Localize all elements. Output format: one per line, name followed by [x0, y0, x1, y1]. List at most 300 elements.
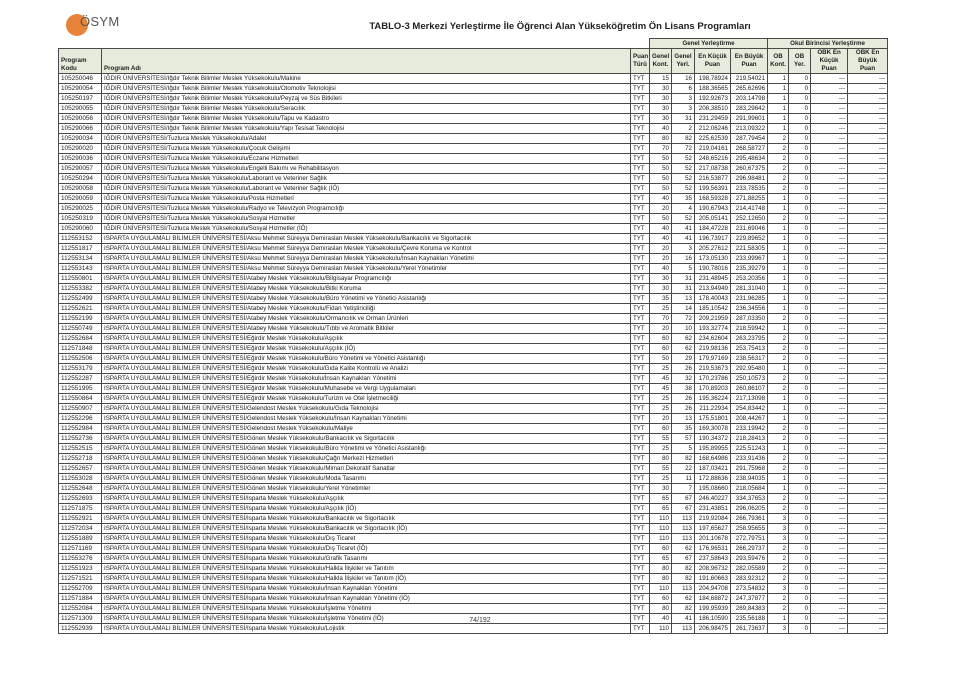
ob-quota: 2 [768, 344, 789, 354]
min-score: 199,95939 [695, 604, 731, 614]
obk-max-score: --- [848, 184, 888, 194]
general-placed: 32 [672, 374, 695, 384]
ob-placed: 0 [789, 214, 811, 224]
table-row [59, 254, 888, 264]
col-obk-en-buyuk: OBK En Büyük Puan [848, 49, 888, 74]
program-code: 112553382 [59, 284, 102, 294]
program-name: ISPARTA UYGULAMALI BİLİMLER ÜNİVERSİTESİ/Atabey Meslek Yüksekokulu/Ormancılık ve Orman Ürünleri [102, 314, 631, 324]
min-score: 190,78016 [695, 264, 731, 274]
ob-placed: 0 [789, 554, 811, 564]
ob-quota: 1 [768, 484, 789, 494]
program-name: IĞDIR ÜNİVERSİTESİ/Iğdır Teknik Bilimler Meslek Yüksekokulu/Seracılık [102, 104, 631, 114]
general-placed: 52 [672, 164, 695, 174]
min-score: 185,10542 [695, 304, 731, 314]
obk-max-score: --- [848, 204, 888, 214]
program-name: ISPARTA UYGULAMALI BİLİMLER ÜNİVERSİTESİ/Isparta Meslek Yüksekokulu/Halkla İlişkiler ve Tanıtım [102, 564, 631, 574]
general-quota: 50 [650, 164, 672, 174]
table-row [59, 464, 888, 474]
ob-placed: 0 [789, 584, 811, 594]
max-score: 229,89652 [731, 234, 768, 244]
program-name: ISPARTA UYGULAMALI BİLİMLER ÜNİVERSİTESİ/Isparta Meslek Yüksekokulu/İşletme Yönetimi [102, 604, 631, 614]
obk-max-score: --- [848, 554, 888, 564]
obk-min-score: --- [811, 254, 848, 264]
ob-placed: 0 [789, 534, 811, 544]
obk-max-score: --- [848, 574, 888, 584]
ob-quota: 2 [768, 134, 789, 144]
ob-quota: 1 [768, 444, 789, 454]
ob-quota: 2 [768, 454, 789, 464]
general-placed: 82 [672, 454, 695, 464]
score-type: TYT [631, 414, 650, 424]
program-code: 112571309 [59, 614, 102, 624]
ob-quota: 1 [768, 404, 789, 414]
min-score: 237,58643 [695, 554, 731, 564]
obk-max-score: --- [848, 594, 888, 604]
general-placed: 57 [672, 434, 695, 444]
general-placed: 13 [672, 294, 695, 304]
ob-placed: 0 [789, 244, 811, 254]
score-type: TYT [631, 334, 650, 344]
general-placed: 3 [672, 104, 695, 114]
score-type: TYT [631, 244, 650, 254]
max-score: 203,14798 [731, 94, 768, 104]
program-name: IĞDIR ÜNİVERSİTESİ/Iğdır Teknik Bilimler Meslek Yüksekokulu/Peyzaj ve Süs Bitkileri [102, 94, 631, 104]
program-name: ISPARTA UYGULAMALI BİLİMLER ÜNİVERSİTESİ/Isparta Meslek Yüksekokulu/Dış Ticaret (İÖ) [102, 544, 631, 554]
max-score: 266,79361 [731, 514, 768, 524]
ob-placed: 0 [789, 514, 811, 524]
obk-min-score: --- [811, 424, 848, 434]
table-row [59, 394, 888, 404]
table-row [59, 354, 888, 364]
max-score: 218,28413 [731, 434, 768, 444]
obk-max-score: --- [848, 104, 888, 114]
table-row [59, 244, 888, 254]
obk-max-score: --- [848, 544, 888, 554]
general-placed: 113 [672, 534, 695, 544]
obk-max-score: --- [848, 284, 888, 294]
general-placed: 2 [672, 124, 695, 134]
logo-text: ÖSYM [80, 14, 120, 29]
general-placed: 52 [672, 154, 695, 164]
table-row [59, 384, 888, 394]
col-ob-kont: OB Kont. [768, 49, 789, 74]
ob-placed: 0 [789, 294, 811, 304]
min-score: 168,64986 [695, 454, 731, 464]
general-placed: 113 [672, 524, 695, 534]
ob-quota: 1 [768, 414, 789, 424]
program-code: 112552296 [59, 414, 102, 424]
min-score: 172,88636 [695, 474, 731, 484]
table-row [59, 214, 888, 224]
obk-min-score: --- [811, 184, 848, 194]
general-quota: 30 [650, 94, 672, 104]
general-quota: 60 [650, 344, 672, 354]
score-type: TYT [631, 534, 650, 544]
ob-quota: 2 [768, 504, 789, 514]
obk-max-score: --- [848, 394, 888, 404]
table-row [59, 524, 888, 534]
obk-max-score: --- [848, 124, 888, 134]
ob-placed: 0 [789, 74, 811, 84]
min-score: 205,27612 [695, 244, 731, 254]
obk-max-score: --- [848, 624, 888, 634]
score-type: TYT [631, 294, 650, 304]
general-placed: 31 [672, 114, 695, 124]
program-code: 112553028 [59, 474, 102, 484]
general-placed: 35 [672, 194, 695, 204]
program-code: 112552648 [59, 484, 102, 494]
score-type: TYT [631, 304, 650, 314]
program-code: 105290036 [59, 154, 102, 164]
program-name: ISPARTA UYGULAMALI BİLİMLER ÜNİVERSİTESİ/Isparta Meslek Yüksekokulu/Bankacılık ve Sigortacılık (İÖ) [102, 524, 631, 534]
general-quota: 25 [650, 444, 672, 454]
general-placed: 14 [672, 304, 695, 314]
program-name: ISPARTA UYGULAMALI BİLİMLER ÜNİVERSİTESİ/Gelendost Meslek Yüksekokulu/İnsan Kaynakları Yönetimi [102, 414, 631, 424]
max-score: 292,95480 [731, 364, 768, 374]
program-code: 112552084 [59, 604, 102, 614]
score-type: TYT [631, 344, 650, 354]
min-score: 212,06246 [695, 124, 731, 134]
obk-max-score: --- [848, 414, 888, 424]
program-code: 112552506 [59, 354, 102, 364]
ob-placed: 0 [789, 424, 811, 434]
max-score: 271,88255 [731, 194, 768, 204]
general-quota: 20 [650, 324, 672, 334]
obk-max-score: --- [848, 194, 888, 204]
table-row [59, 344, 888, 354]
max-score: 235,56188 [731, 614, 768, 624]
program-code: 105290058 [59, 184, 102, 194]
ob-placed: 0 [789, 154, 811, 164]
max-score: 283,29642 [731, 104, 768, 114]
obk-min-score: --- [811, 394, 848, 404]
min-score: 231,48945 [695, 274, 731, 284]
table-row [59, 264, 888, 274]
program-name: ISPARTA UYGULAMALI BİLİMLER ÜNİVERSİTESİ/Isparta Meslek Yüksekokulu/Lojistik [102, 624, 631, 634]
general-placed: 31 [672, 284, 695, 294]
ob-placed: 0 [789, 434, 811, 444]
obk-min-score: --- [811, 494, 848, 504]
program-code: 112571875 [59, 504, 102, 514]
ob-quota: 2 [768, 434, 789, 444]
ob-placed: 0 [789, 444, 811, 454]
general-quota: 45 [650, 374, 672, 384]
general-placed: 82 [672, 574, 695, 584]
general-placed: 82 [672, 604, 695, 614]
general-placed: 38 [672, 384, 695, 394]
program-code: 112552709 [59, 584, 102, 594]
obk-max-score: --- [848, 74, 888, 84]
ob-quota: 2 [768, 334, 789, 344]
obk-min-score: --- [811, 404, 848, 414]
score-type: TYT [631, 484, 650, 494]
score-type: TYT [631, 284, 650, 294]
ob-quota: 1 [768, 204, 789, 214]
program-code: 112552499 [59, 294, 102, 304]
general-quota: 50 [650, 184, 672, 194]
program-code: 112550907 [59, 404, 102, 414]
table-row [59, 104, 888, 114]
score-type: TYT [631, 134, 650, 144]
page-number: 74/192 [469, 617, 491, 624]
table-row [59, 184, 888, 194]
score-type: TYT [631, 384, 650, 394]
general-placed: 41 [672, 614, 695, 624]
max-score: 250,10573 [731, 374, 768, 384]
ob-quota: 3 [768, 584, 789, 594]
general-quota: 60 [650, 424, 672, 434]
ob-quota: 2 [768, 554, 789, 564]
ob-placed: 0 [789, 494, 811, 504]
program-name: ISPARTA UYGULAMALI BİLİMLER ÜNİVERSİTESİ/Aksu Mehmet Süreyya Demiraslan Meslek Yüksekokulu/İnsan Kaynakları Yönetimi [102, 254, 631, 264]
obk-max-score: --- [848, 134, 888, 144]
score-type: TYT [631, 514, 650, 524]
ob-quota: 1 [768, 124, 789, 134]
general-placed: 35 [672, 424, 695, 434]
obk-min-score: --- [811, 514, 848, 524]
ob-quota: 1 [768, 304, 789, 314]
program-code: 112552939 [59, 624, 102, 634]
program-name: IĞDIR ÜNİVERSİTESİ/Tuzluca Meslek Yüksekokulu/Engelli Bakımı ve Rehabilitasyon [102, 164, 631, 174]
program-name: IĞDIR ÜNİVERSİTESİ/Tuzluca Meslek Yüksekokulu/Posta Hizmetleri [102, 194, 631, 204]
max-score: 238,94035 [731, 474, 768, 484]
program-name: IĞDIR ÜNİVERSİTESİ/Iğdır Teknik Bilimler Meslek Yüksekokulu/Makine [102, 74, 631, 84]
ob-quota: 1 [768, 284, 789, 294]
program-name: ISPARTA UYGULAMALI BİLİMLER ÜNİVERSİTESİ/Isparta Meslek Yüksekokulu/Halkla İlişkiler ve Tanıtım (İÖ) [102, 574, 631, 584]
table-row [59, 514, 888, 524]
obk-min-score: --- [811, 274, 848, 284]
min-score: 193,32774 [695, 324, 731, 334]
min-score: 209,21959 [695, 314, 731, 324]
program-name: ISPARTA UYGULAMALI BİLİMLER ÜNİVERSİTESİ/Isparta Meslek Yüksekokulu/Aşçılık [102, 494, 631, 504]
min-score: 248,65216 [695, 154, 731, 164]
general-quota: 110 [650, 514, 672, 524]
ob-placed: 0 [789, 614, 811, 624]
score-type: TYT [631, 174, 650, 184]
col-ob-yer: OB Yer. [789, 49, 811, 74]
table-row [59, 234, 888, 244]
obk-min-score: --- [811, 284, 848, 294]
general-placed: 113 [672, 584, 695, 594]
general-placed: 6 [672, 84, 695, 94]
min-score: 211,22934 [695, 404, 731, 414]
obk-max-score: --- [848, 364, 888, 374]
program-name: ISPARTA UYGULAMALI BİLİMLER ÜNİVERSİTESİ/Atabey Meslek Yüksekokulu/Bilgisayar Programcılığı [102, 274, 631, 284]
ob-quota: 1 [768, 104, 789, 114]
score-type: TYT [631, 214, 650, 224]
ob-placed: 0 [789, 234, 811, 244]
min-score: 231,29459 [695, 114, 731, 124]
page-title: TABLO-3 Merkezi Yerleştirme İle Öğrenci Alan Yükseköğretim Ön Lisans Programları [369, 21, 751, 32]
max-score: 233,78535 [731, 184, 768, 194]
col-program-kodu: Program Kodu [59, 49, 102, 74]
obk-max-score: --- [848, 514, 888, 524]
general-placed: 62 [672, 544, 695, 554]
score-type: TYT [631, 224, 650, 234]
max-score: 218,59942 [731, 324, 768, 334]
general-placed: 62 [672, 334, 695, 344]
ob-quota: 2 [768, 594, 789, 604]
min-score: 169,30078 [695, 424, 731, 434]
program-name: ISPARTA UYGULAMALI BİLİMLER ÜNİVERSİTESİ/Gönen Meslek Yüksekokulu/Çağrı Merkezi Hizmetleri [102, 454, 631, 464]
score-type: TYT [631, 444, 650, 454]
program-code: 112571169 [59, 544, 102, 554]
score-type: TYT [631, 144, 650, 154]
ob-quota: 3 [768, 524, 789, 534]
table-row [59, 164, 888, 174]
score-type: TYT [631, 94, 650, 104]
max-score: 263,23795 [731, 334, 768, 344]
obk-max-score: --- [848, 224, 888, 234]
min-score: 192,92673 [695, 94, 731, 104]
min-score: 173,05130 [695, 254, 731, 264]
max-score: 217,13098 [731, 394, 768, 404]
min-score: 246,40227 [695, 494, 731, 504]
ob-placed: 0 [789, 594, 811, 604]
ob-quota: 1 [768, 364, 789, 374]
general-quota: 40 [650, 614, 672, 624]
max-score: 254,83442 [731, 404, 768, 414]
program-code: 112553179 [59, 364, 102, 374]
program-name: ISPARTA UYGULAMALI BİLİMLER ÜNİVERSİTESİ/Gönen Meslek Yüksekokulu/Bankacılık ve Sigortacılık [102, 434, 631, 444]
table-row [59, 554, 888, 564]
program-name: IĞDIR ÜNİVERSİTESİ/Iğdır Teknik Bilimler Meslek Yüksekokulu/Otomotiv Teknolojisi [102, 84, 631, 94]
max-score: 273,54832 [731, 584, 768, 594]
obk-min-score: --- [811, 294, 848, 304]
general-quota: 65 [650, 494, 672, 504]
general-placed: 26 [672, 364, 695, 374]
program-code: 105250046 [59, 74, 102, 84]
obk-min-score: --- [811, 354, 848, 364]
obk-min-score: --- [811, 624, 848, 634]
score-type: TYT [631, 584, 650, 594]
score-type: TYT [631, 194, 650, 204]
max-score: 281,31040 [731, 284, 768, 294]
table-row [59, 334, 888, 344]
min-score: 219,92084 [695, 514, 731, 524]
max-score: 268,58727 [731, 144, 768, 154]
max-score: 218,05684 [731, 484, 768, 494]
program-name: IĞDIR ÜNİVERSİTESİ/Tuzluca Meslek Yüksekokulu/Sosyal Hizmetler [102, 214, 631, 224]
table-row [59, 154, 888, 164]
ob-placed: 0 [789, 174, 811, 184]
score-type: TYT [631, 564, 650, 574]
obk-max-score: --- [848, 234, 888, 244]
ob-placed: 0 [789, 564, 811, 574]
program-code: 112550801 [59, 274, 102, 284]
general-quota: 50 [650, 154, 672, 164]
table-row [59, 564, 888, 574]
program-name: ISPARTA UYGULAMALI BİLİMLER ÜNİVERSİTESİ/Aksu Mehmet Süreyya Demiraslan Meslek Yüksekokulu/Bankacılık ve Sigortacılık [102, 234, 631, 244]
col-program-adi: Program Adı [102, 49, 631, 74]
ob-quota: 1 [768, 224, 789, 234]
general-placed: 29 [672, 354, 695, 364]
max-score: 296,98481 [731, 174, 768, 184]
ob-quota: 1 [768, 114, 789, 124]
general-placed: 82 [672, 564, 695, 574]
program-code: 112552718 [59, 454, 102, 464]
general-placed: 5 [672, 264, 695, 274]
ob-quota: 2 [768, 464, 789, 474]
table-row [59, 224, 888, 234]
obk-min-score: --- [811, 74, 848, 84]
score-type: TYT [631, 204, 650, 214]
obk-min-score: --- [811, 104, 848, 114]
program-name: ISPARTA UYGULAMALI BİLİMLER ÜNİVERSİTESİ/Atabey Meslek Yüksekokulu/Fidan Yetiştiriciliği [102, 304, 631, 314]
ob-quota: 1 [768, 74, 789, 84]
general-placed: 82 [672, 134, 695, 144]
table-row [59, 74, 888, 84]
general-placed: 62 [672, 594, 695, 604]
max-score: 233,19942 [731, 424, 768, 434]
ob-placed: 0 [789, 254, 811, 264]
program-code: 105290059 [59, 194, 102, 204]
program-code: 112552684 [59, 334, 102, 344]
general-quota: 20 [650, 254, 672, 264]
program-code: 105290056 [59, 114, 102, 124]
program-code: 112550864 [59, 394, 102, 404]
ob-placed: 0 [789, 464, 811, 474]
table-row [59, 294, 888, 304]
min-score: 195,89955 [695, 444, 731, 454]
general-quota: 80 [650, 574, 672, 584]
min-score: 213,94949 [695, 284, 731, 294]
program-name: IĞDIR ÜNİVERSİTESİ/Tuzluca Meslek Yüksekokulu/Adalet [102, 134, 631, 144]
table-row [59, 364, 888, 374]
min-score: 187,03421 [695, 464, 731, 474]
table-row [59, 404, 888, 414]
ob-placed: 0 [789, 484, 811, 494]
max-score: 208,44267 [731, 414, 768, 424]
ob-quota: 2 [768, 214, 789, 224]
program-code: 112552657 [59, 464, 102, 474]
program-code: 105290057 [59, 164, 102, 174]
program-name: ISPARTA UYGULAMALI BİLİMLER ÜNİVERSİTESİ/Gelendost Meslek Yüksekokulu/Gıda Teknolojisi [102, 404, 631, 414]
program-code: 112551817 [59, 244, 102, 254]
min-score: 208,96732 [695, 564, 731, 574]
score-type: TYT [631, 574, 650, 584]
ob-quota: 1 [768, 614, 789, 624]
min-score: 184,47228 [695, 224, 731, 234]
program-name: IĞDIR ÜNİVERSİTESİ/Iğdır Teknik Bilimler Meslek Yüksekokulu/Tapu ve Kadastro [102, 114, 631, 124]
max-score: 258,95655 [731, 524, 768, 534]
general-placed: 22 [672, 464, 695, 474]
general-quota: 35 [650, 294, 672, 304]
general-quota: 60 [650, 594, 672, 604]
min-score: 179,97169 [695, 354, 731, 364]
obk-max-score: --- [848, 584, 888, 594]
max-score: 272,79751 [731, 534, 768, 544]
max-score: 287,03350 [731, 314, 768, 324]
general-quota: 60 [650, 544, 672, 554]
table-row [59, 374, 888, 384]
obk-min-score: --- [811, 364, 848, 374]
program-name: IĞDIR ÜNİVERSİTESİ/Tuzluca Meslek Yüksekokulu/Laborant ve Veteriner Sağlık (İÖ) [102, 184, 631, 194]
obk-min-score: --- [811, 304, 848, 314]
program-name: ISPARTA UYGULAMALI BİLİMLER ÜNİVERSİTESİ/Eğirdir Meslek Yüksekokulu/Aşçılık [102, 334, 631, 344]
ob-placed: 0 [789, 274, 811, 284]
min-score: 201,10678 [695, 534, 731, 544]
min-score: 188,36565 [695, 84, 731, 94]
ob-quota: 2 [768, 574, 789, 584]
obk-max-score: --- [848, 464, 888, 474]
program-code: 112552693 [59, 494, 102, 504]
ob-placed: 0 [789, 454, 811, 464]
obk-max-score: --- [848, 144, 888, 154]
program-name: ISPARTA UYGULAMALI BİLİMLER ÜNİVERSİTESİ/Isparta Meslek Yüksekokulu/İnsan Kaynakları Yönetimi [102, 584, 631, 594]
max-score: 247,37877 [731, 594, 768, 604]
min-score: 175,51801 [695, 414, 731, 424]
